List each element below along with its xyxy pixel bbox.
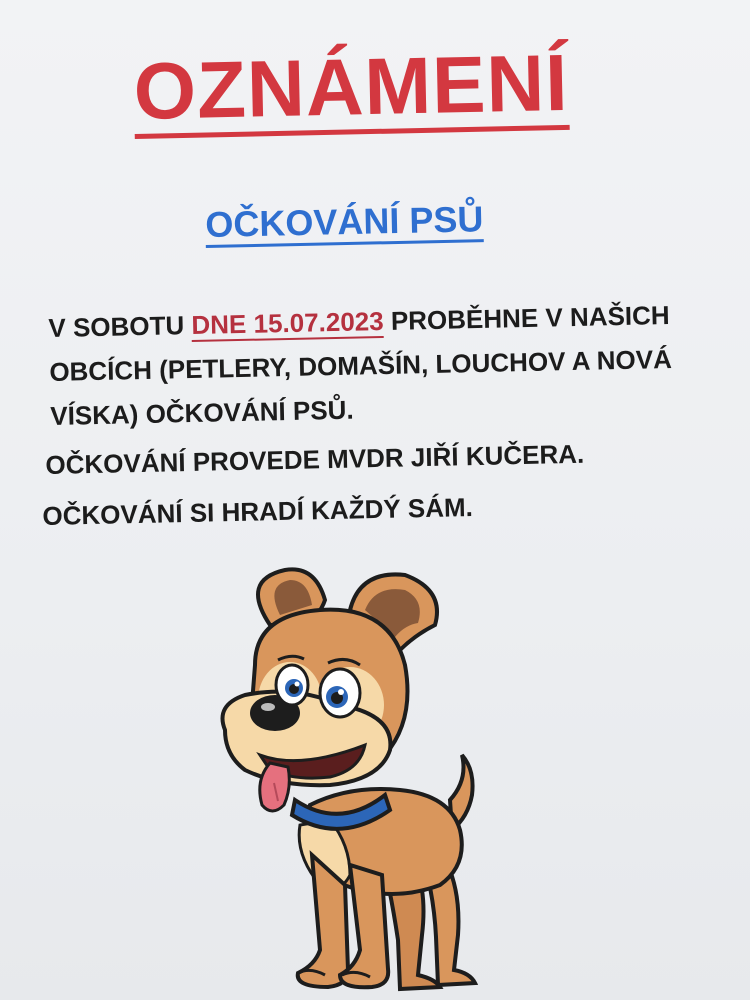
line1-before: V SOBOTU bbox=[48, 310, 192, 343]
subtitle bbox=[204, 198, 484, 248]
cartoon-dog-icon bbox=[200, 555, 500, 995]
paragraph-2: OČKOVÁNÍ PROVEDE MVDR JIŘÍ KUČERA. bbox=[45, 438, 585, 480]
paragraph-1 bbox=[48, 293, 673, 438]
date-highlight: DNE 15.07.2023 bbox=[191, 305, 384, 340]
subtitle-text: OČKOVÁNÍ PSŮ bbox=[205, 201, 484, 248]
paragraph-1-line-2: OBCÍCH (PETLERY, DOMAŠÍN, LOUCHOV A NOVÁ bbox=[49, 343, 673, 387]
page-title bbox=[132, 37, 570, 139]
paragraph-1-line-3: VÍSKA) OČKOVÁNÍ PSŮ. bbox=[49, 394, 354, 431]
title-text: OZNÁMENÍ bbox=[133, 43, 569, 139]
line1-after: PROBĚHNE V NAŠICH bbox=[383, 299, 670, 336]
paragraph-3: OČKOVÁNÍ SI HRADÍ KAŽDÝ SÁM. bbox=[42, 491, 474, 531]
